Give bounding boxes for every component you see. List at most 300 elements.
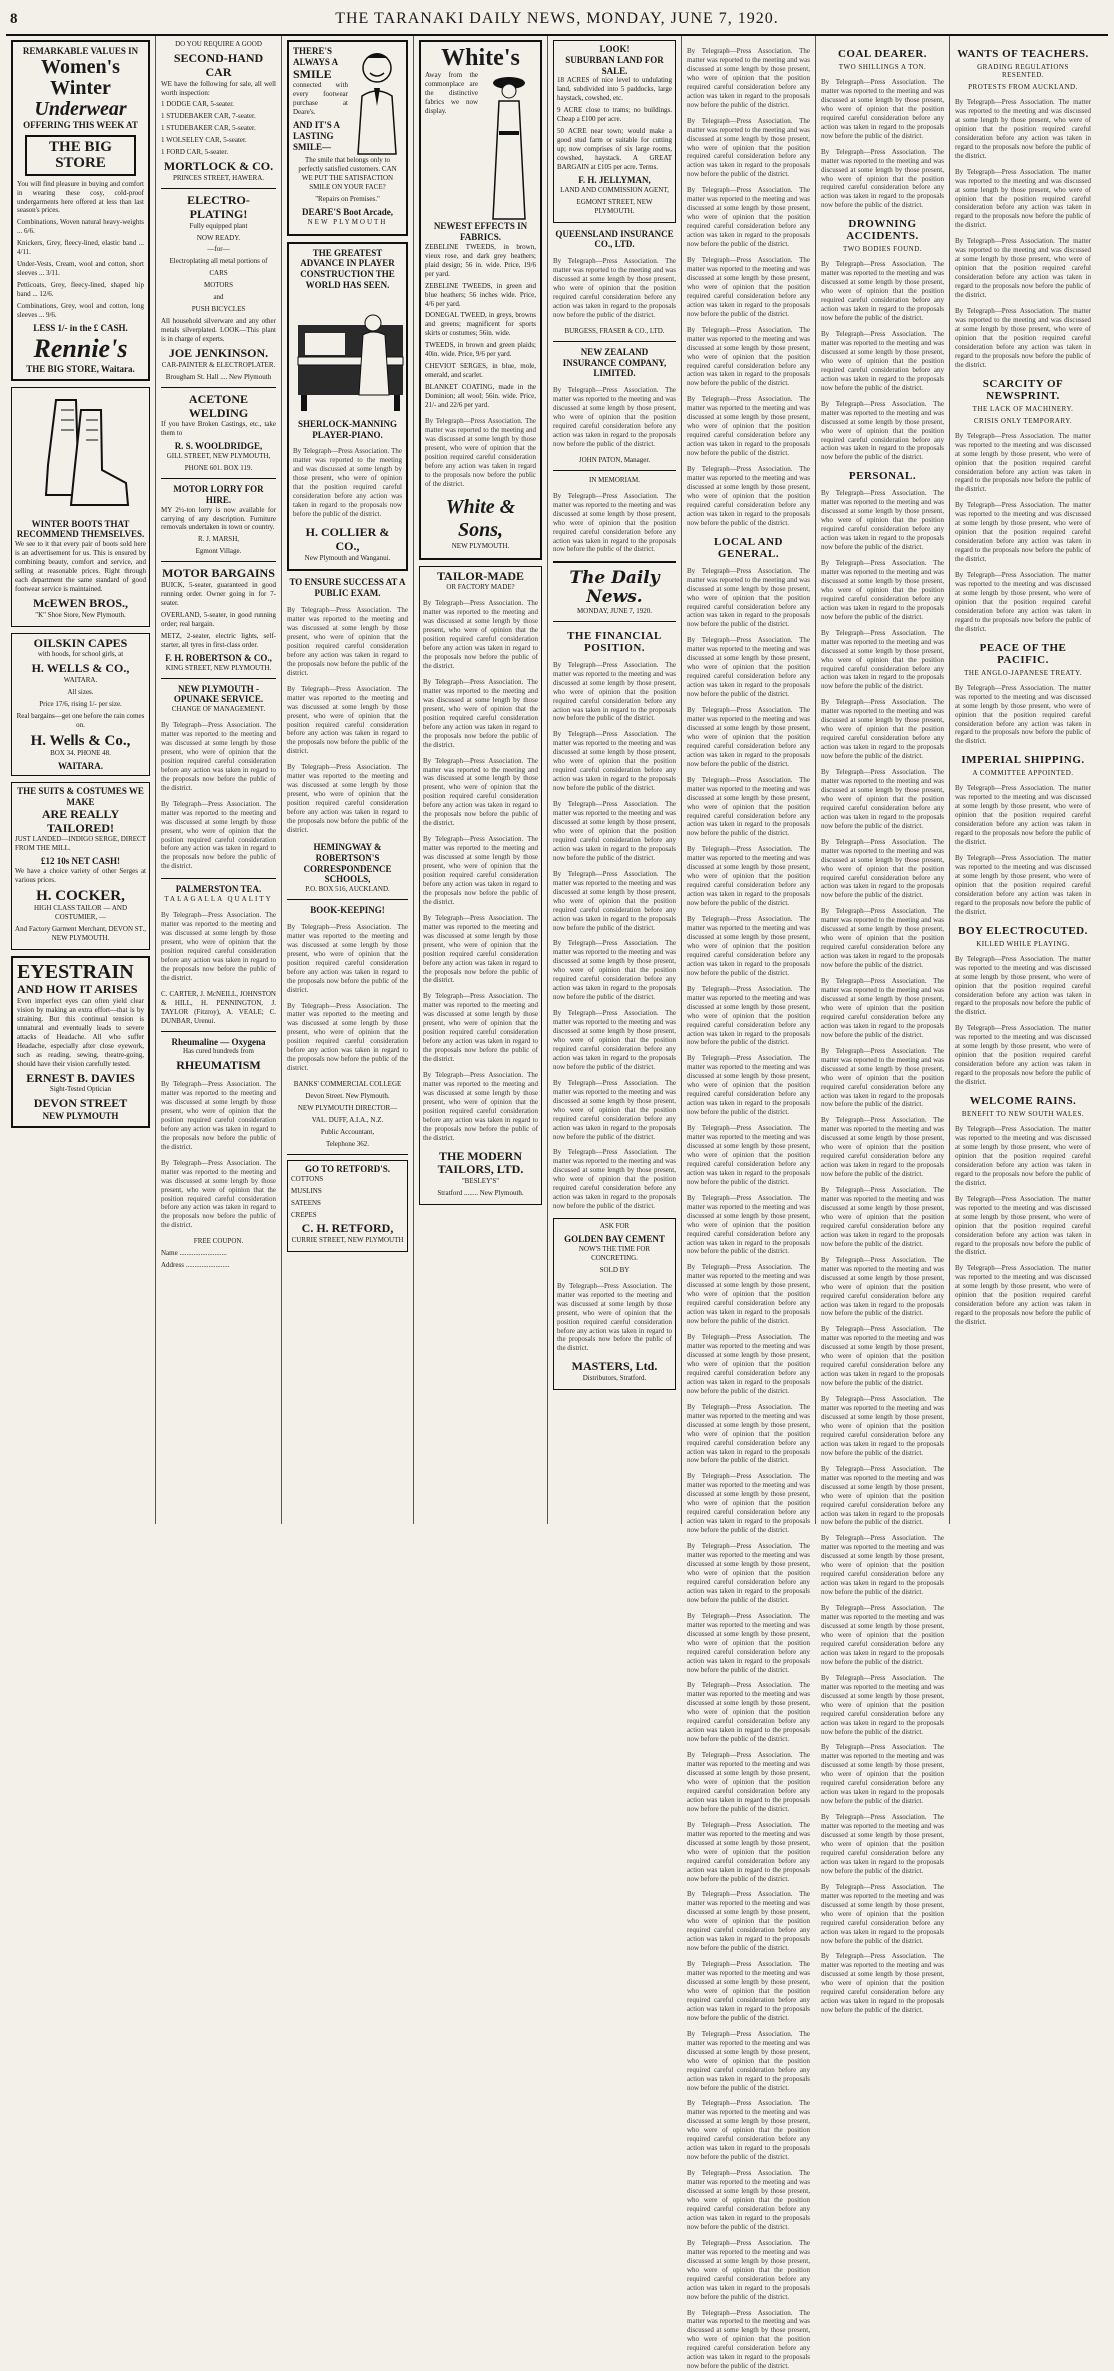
ad-text: C. CARTER, J. McNEILL, JOHNSTON & HILL, H. PENNINGTON, J. TAYLOR (Fitzroy), A. VEALE; C. DUNBAR, Urenui. <box>161 990 276 1026</box>
ad-title: SMILE— <box>293 142 348 153</box>
ad-body: By Telegraph—Press Association. The matter was reported to the meeting and was discussed at some length by those present, who were of opinion that the position required careful consideration before any action was taken in regard to the proposals now before the public of the district. <box>161 721 276 793</box>
ad-title: AND IT'S A <box>293 120 348 131</box>
article-heading: WELCOME RAINS. <box>955 1095 1091 1107</box>
article-paragraph: By Telegraph—Press Association. The matter was reported to the meeting and was discussed at some length by those present, who were of opinion that the position required careful consideration before any action was taken in regard to the proposals now before the public of the district. <box>955 237 1091 300</box>
ad-title: ACETONE WELDING <box>161 393 276 421</box>
town: NEW PLYMOUTH <box>293 218 402 227</box>
article-paragraph: By Telegraph—Press Association. The matter was reported to the meeting and was discussed at some length by those present, who were of opinion that the position required careful consideration before any action was taken in regard to the proposals now before the public of the district. <box>955 784 1091 847</box>
player-piano-ad <box>287 242 408 572</box>
article-subheading: BENEFIT TO NEW SOUTH WALES. <box>955 1110 1091 1118</box>
article-paragraph: By Telegraph—Press Association. The matter was reported to the meeting and was discussed at some length by those present, who were of opinion that the position required careful consideration before any action was taken in regard to the proposals now before the public of the district. <box>687 1472 810 1535</box>
brand-sub: "K" Shoe Store, New Plymouth. <box>15 611 146 620</box>
ad-title: Winter <box>17 78 144 99</box>
article-heading: THE FINANCIAL POSITION. <box>553 630 676 654</box>
list-item: PUSH BICYCLES <box>161 305 276 314</box>
ad-subheading: TALAGALLA QUALITY <box>161 895 276 904</box>
service-ad <box>161 684 276 872</box>
agent: JOHN PATON, Manager. <box>553 456 676 465</box>
article-paragraph: By Telegraph—Press Association. The matter was reported to the meeting and was discussed at some length by those present, who were of opinion that the position required careful consideration before any action was taken in regard to the proposals now before the public of the district. <box>687 1821 810 1884</box>
column-4 <box>414 36 548 1524</box>
ad-body: By Telegraph—Press Association. The matter was reported to the meeting and was discussed at some length by those present, who were of opinion that the position required careful consideration before any action was taken in regard to the proposals now before the public of the district. <box>287 763 408 835</box>
article-paragraph: By Telegraph—Press Association. The matter was reported to the meeting and was discussed at some length by those present, who were of opinion that the position required careful consideration before any action was taken in regard to the proposals now before the public of the district. <box>553 730 676 793</box>
ad-title: Underwear <box>17 99 144 120</box>
section-heading: IN MEMORIAM. <box>553 476 676 485</box>
ad-title: GOLDEN BAY CEMENT <box>557 1234 672 1245</box>
article-paragraph: By Telegraph—Press Association. The matter was reported to the meeting and was discussed at some length by those present, who were of opinion that the position required careful consideration before any action was taken in regard to the proposals now before the public of the district. <box>821 1256 944 1319</box>
article-paragraph: By Telegraph—Press Association. The matter was reported to the meeting and was discussed at some length by those present, who were of opinion that the position required careful consideration before any action was taken in regard to the proposals now before the public of the district. <box>821 1395 944 1458</box>
brand-name: C. H. RETFORD, <box>291 1222 404 1236</box>
ad-text: Away from the commonplace are the distinctive fabrics we now display. <box>425 71 478 218</box>
ad-title: SMILE <box>293 68 348 82</box>
article-paragraph: By Telegraph—Press Association. The matter was reported to the meeting and was discussed at some length by those present, who were of opinion that the position required careful consideration before any action was taken in regard to the proposals now before the public of the district. <box>821 260 944 323</box>
article-subheading: TWO BODIES FOUND. <box>821 245 944 253</box>
contact: Telephone 362. <box>287 1140 408 1149</box>
article-paragraph: By Telegraph—Press Association. The matter was reported to the meeting and was discussed at some length by those present, who were of opinion that the position required careful consideration before any action was taken in regard to the proposals now before the public of the district. <box>821 1116 944 1179</box>
brand-name: H. COLLIER & CO., <box>293 526 402 554</box>
brand-sub: "BESLEY'S" <box>423 1177 538 1186</box>
ad-title: TO ENSURE SUCCESS AT A PUBLIC EXAM. <box>287 577 408 599</box>
address: Devon Street. New Plymouth. <box>287 1092 408 1101</box>
ad-body: By Telegraph—Press Association. The matter was reported to the meeting and was discussed at some length by those present, who were of opinion that the position required careful consideration before any action was taken in regard to the proposals now before the public of the district. <box>161 1159 276 1231</box>
article-paragraph: By Telegraph—Press Association. The matter was reported to the meeting and was discussed at some length by those present, who were of opinion that the position required careful consideration before any action was taken in regard to the proposals now before the public of the district. <box>687 186 810 249</box>
article-paragraph: By Telegraph—Press Association. The matter was reported to the meeting and was discussed at some length by those present, who were of opinion that the position required careful consideration before any action was taken in regard to the proposals now before the public of the district. <box>687 567 810 630</box>
article-paragraph: By Telegraph—Press Association. The matter was reported to the meeting and was discussed at some length by those present, who were of opinion that the position required careful consideration before any action was taken in regard to the proposals now before the public of the district. <box>687 465 810 528</box>
article-paragraph: By Telegraph—Press Association. The matter was reported to the meeting and was discussed at some length by those present, who were of opinion that the position required careful consideration before any action was taken in regard to the proposals now before the public of the district. <box>955 168 1091 231</box>
ad-body: By Telegraph—Press Association. The matter was reported to the meeting and was discussed at some length by those present, who were of opinion that the position required careful consideration before any action was taken in regard to the proposals now before the public of the district. <box>161 911 276 983</box>
article-paragraph: By Telegraph—Press Association. The matter was reported to the meeting and was discussed at some length by those present, who were of opinion that the position required careful consideration before any action was taken in regard to the proposals now before the public of the district. <box>955 955 1091 1018</box>
town: WAITARA. <box>15 676 146 685</box>
coupon-heading: FREE COUPON. <box>161 1237 276 1246</box>
brand-name: Rennie's <box>17 334 144 364</box>
article-paragraph: By Telegraph—Press Association. The matter was reported to the meeting and was discussed at some length by those present, who were of opinion that the position required careful consideration before any action was taken in regard to the proposals now before the public of the district. <box>553 1009 676 1072</box>
ad-subheading: CHANGE OF MANAGEMENT. <box>161 705 276 714</box>
ad-subheading: NEWEST EFFECTS IN FABRICS. <box>425 221 536 243</box>
ad-text: "Repairs on Premises." <box>293 195 402 204</box>
ad-text: JUST LANDED—INDIGO SERGE, DIRECT FROM THE MILL. <box>15 835 146 853</box>
ad-text: SOLD BY <box>557 1266 672 1275</box>
ad-heading: LOOK! <box>557 44 672 55</box>
ad-title: PALMERSTON TEA. <box>161 884 276 895</box>
ad-body: By Telegraph—Press Association. The matter was reported to the meeting and was discussed at some length by those present, who were of opinion that the position required careful consideration before any action was taken in regard to the proposals now before the public of the district. <box>287 923 408 995</box>
ad-title: White's <box>425 46 536 71</box>
list-item: METZ, 2-seater, electric lights, self-starter, all tyres in first-class order. <box>161 632 276 650</box>
list-item: Electroplating all metal portions of <box>161 257 276 266</box>
article-paragraph: By Telegraph—Press Association. The matter was reported to the meeting and was discussed at some length by those present, who were of opinion that the position required careful consideration before any action was taken in regard to the proposals now before the public of the district. <box>955 684 1091 747</box>
ad-subheading: OFFERING THIS WEEK AT <box>17 120 144 131</box>
ad-body: By Telegraph—Press Association. The matter was reported to the meeting and was discussed at some length by those present, who were of opinion that the position required careful consideration before any action was taken in regard to the proposals now before the public of the district. <box>423 835 538 907</box>
coupon-name-field[interactable]: Name ........................... <box>161 1249 276 1258</box>
article-paragraph: By Telegraph—Press Association. The matter was reported to the meeting and was discussed at some length by those present, who were of opinion that the position required careful consideration before any action was taken in regard to the proposals now before the public of the district. <box>687 915 810 978</box>
brand-name: TAILORS, LTD. <box>423 1163 538 1177</box>
column-8 <box>950 36 1096 1524</box>
article-subheading: KILLED WHILE PLAYING. <box>955 940 1091 948</box>
column-1 <box>6 36 156 1524</box>
list-item: OVERLAND, 5-seater, in good running order; real bargain. <box>161 611 276 629</box>
article-paragraph: By Telegraph—Press Association. The matter was reported to the meeting and was discussed at some length by those present, who were of opinion that the position required careful consideration before any action was taken in regard to the proposals now before the public of the district. <box>955 501 1091 564</box>
list-item: Under-Vests, Cream, wool and cotton, short sleeves ... 3/11. <box>17 260 144 278</box>
ad-heading: WINTER BOOTS THAT RECOMMEND THEMSELVES. <box>15 519 146 541</box>
article-paragraph: By Telegraph—Press Association. The matter was reported to the meeting and was discussed at some length by those present, who were of opinion that the position required careful consideration before any action was taken in regard to the proposals now before the public of the district. <box>687 985 810 1048</box>
column-6 <box>682 36 816 1524</box>
article-paragraph: By Telegraph—Press Association. The matter was reported to the meeting and was discussed at some length by those present, who were of opinion that the position required careful consideration before any action was taken in regard to the proposals now before the public of the district. <box>821 1952 944 2015</box>
list-item: 50 ACRE near town; would make a good stud farm or suitable for cutting up; now comprises of six large rooms, cowshed, haystack. A GREAT BARGAIN at £105 per acre. Terms. <box>557 127 672 172</box>
column-7 <box>816 36 950 1524</box>
ad-text: Fully equipped plant <box>161 222 276 231</box>
coupon-address-field[interactable]: Address ......................... <box>161 1261 276 1270</box>
town: Distributors, Stratford. <box>557 1374 672 1383</box>
ad-body: By Telegraph—Press Association. The matter was reported to the meeting and was discussed at some length by those present, who were of opinion that the position required careful consideration before any action was taken in regard to the proposals now before the public of the district. <box>287 606 408 678</box>
brand-name: DEARE'S Boot Arcade, <box>293 207 402 218</box>
article-paragraph: By Telegraph—Press Association. The matter was reported to the meeting and was discussed at some length by those present, who were of opinion that the position required careful consideration before any action was taken in regard to the proposals now before the public of the district. <box>821 78 944 141</box>
columns <box>6 36 1108 1524</box>
palmerston-tea-ad <box>161 884 276 1025</box>
article-paragraph: By Telegraph—Press Association. The matter was reported to the meeting and was discussed at some length by those present, who were of opinion that the position required careful consideration before any action was taken in regard to the proposals now before the public of the district. <box>821 907 944 970</box>
list-item: 1 WOLSELEY CAR, 5-seater. <box>161 136 276 145</box>
brand-name: ERNEST B. DAVIES <box>17 1072 144 1086</box>
article-subheading: PROTESTS FROM AUCKLAND. <box>955 83 1091 91</box>
rheumatism-ad <box>161 1037 276 1271</box>
ad-title: SUBURBAN LAND FOR SALE. <box>557 55 672 77</box>
article-paragraph: By Telegraph—Press Association. The matter was reported to the meeting and was discussed at some length by those present, who were of opinion that the position required careful consideration before any action was taken in regard to the proposals now before the public of the district. <box>687 1960 810 2023</box>
column-2 <box>156 36 282 1524</box>
article-paragraph: By Telegraph—Press Association. The matter was reported to the meeting and was discussed at some length by those present, who were of opinion that the position required careful consideration before any action was taken in regard to the proposals now before the public of the district. <box>821 1813 944 1876</box>
brand-name: THE MODERN <box>423 1150 538 1164</box>
article-paragraph: By Telegraph—Press Association. The matter was reported to the meeting and was discussed at some length by those present, who were of opinion that the position required careful consideration before any action was taken in regard to the proposals now before the public of the district. <box>821 400 944 463</box>
list-item: Petticoats, Grey, fleecy-lined, shaped hip band ... 12/6. <box>17 281 144 299</box>
article-paragraph: By Telegraph—Press Association. The matter was reported to the meeting and was discussed at some length by those present, who were of opinion that the position required careful consideration before any action was taken in regard to the proposals now before the public of the district. <box>821 1674 944 1737</box>
article-paragraph: By Telegraph—Press Association. The matter was reported to the meeting and was discussed at some length by those present, who were of opinion that the position required careful consideration before any action was taken in regard to the proposals now before the public of the district. <box>821 1534 944 1597</box>
article-paragraph: By Telegraph—Press Association. The matter was reported to the meeting and was discussed at some length by those present, who were of opinion that the position required careful consideration before any action was taken in regard to the proposals now before the public of the district. <box>687 326 810 389</box>
brand-name: F. H. JELLYMAN, <box>557 175 672 186</box>
suits-ad <box>11 782 150 950</box>
town: NEW PLYMOUTH. <box>425 542 536 551</box>
boot-illustration-icon <box>26 395 136 515</box>
article-paragraph: By Telegraph—Press Association. The matter was reported to the meeting and was discussed at some length by those present, who were of opinion that the position required careful consideration before any action was taken in regard to the proposals now before the public of the district. <box>687 1124 810 1187</box>
article-paragraph: By Telegraph—Press Association. The matter was reported to the meeting and was discussed at some length by those present, who were of opinion that the position required careful consideration before any action was taken in regard to the proposals now before the public of the district. <box>687 1542 810 1605</box>
list-item: MOTORS <box>161 281 276 290</box>
ad-title: GO TO RETFORD'S. <box>291 1164 404 1175</box>
ad-heading: DO YOU REQUIRE A GOOD <box>161 40 276 49</box>
ad-title: NEW ZEALAND INSURANCE COMPANY, LIMITED. <box>553 347 676 379</box>
capes-ad <box>11 633 150 777</box>
article-paragraph: By Telegraph—Press Association. The matter was reported to the meeting and was discussed at some length by those present, who were of opinion that the position required careful consideration before any action was taken in regard to the proposals now before the public of the district. <box>553 1148 676 1211</box>
ad-body: By Telegraph—Press Association. The matter was reported to the meeting and was discussed at some length by those present, who were of opinion that the position required careful consideration before any action was taken in regard to the proposals now before the public of the district. <box>423 914 538 986</box>
article-heading: SCARCITY OF NEWSPRINT. <box>955 378 1091 402</box>
ad-subheading: AND HOW IT ARISES <box>17 983 144 997</box>
list-item: MUSLINS <box>291 1187 404 1196</box>
list-item: TWEEDS, in brown and green plaids; 40in. wide. Price, 9/6 per yard. <box>425 341 536 359</box>
list-item: 1 STUDEBAKER CAR, 7-seater. <box>161 112 276 121</box>
ad-body: By Telegraph—Press Association. The matter was reported to the meeting and was discussed at some length by those present, who were of opinion that the position required careful consideration before any action was taken in regard to the proposals now before the public of the district. <box>293 447 402 519</box>
ad-body: By Telegraph—Press Association. The matter was reported to the meeting and was discussed at some length by those present, who were of opinion that the position required careful consideration before any action was taken in regard to the proposals now before the public of the district. <box>423 992 538 1064</box>
tailor-made-ad <box>419 566 542 1206</box>
ad-body: By Telegraph—Press Association. The matter was reported to the meeting and was discussed at some length by those present, who were of opinion that the position required careful consideration before any action was taken in regard to the proposals now before the public of the district. <box>425 417 536 489</box>
article-paragraph: By Telegraph—Press Association. The matter was reported to the meeting and was discussed at some length by those present, who were of opinion that the position required careful consideration before any action was taken in regard to the proposals now before the public of the district. <box>821 698 944 761</box>
ad-text: We have a choice variety of other Serges at various prices. <box>15 867 146 885</box>
ad-title: EYESTRAIN <box>17 962 144 983</box>
article-heading: LOCAL AND GENERAL. <box>687 536 810 560</box>
paper-date: MONDAY, JUNE 7, 1920. <box>553 607 676 616</box>
brand-name: McEWEN BROS., <box>15 597 146 611</box>
brand-sub: NEW PLYMOUTH <box>17 1111 144 1122</box>
article-paragraph: By Telegraph—Press Association. The matter was reported to the meeting and was discussed at some length by those present, who were of opinion that the position required careful consideration before any action was taken in regard to the proposals now before the public of the district. <box>821 1186 944 1249</box>
article-paragraph: By Telegraph—Press Association. The matter was reported to the meeting and was discussed at some length by those present, who were of opinion that the position required careful consideration before any action was taken in regard to the proposals now before the public of the district. <box>955 98 1091 161</box>
article-paragraph: By Telegraph—Press Association. The matter was reported to the meeting and was discussed at some length by those present, who were of opinion that the position required careful consideration before any action was taken in regard to the proposals now before the public of the district. <box>687 1054 810 1117</box>
article-paragraph: By Telegraph—Press Association. The matter was reported to the meeting and was discussed at some length by those present, who were of opinion that the position required careful consideration before any action was taken in regard to the proposals now before the public of the district. <box>687 845 810 908</box>
article-paragraph: By Telegraph—Press Association. The matter was reported to the meeting and was discussed at some length by those present, who were of opinion that the position required careful consideration before any action was taken in regard to the proposals now before the public of the district. <box>955 854 1091 917</box>
article-paragraph: By Telegraph—Press Association. The matter was reported to the meeting and was discussed at some length by those present, who were of opinion that the position required careful consideration before any action was taken in regard to the proposals now before the public of the district. <box>687 1403 810 1466</box>
article-paragraph: By Telegraph—Press Association. The matter was reported to the meeting and was discussed at some length by those present, who were of opinion that the position required careful consideration before any action was taken in regard to the proposals now before the public of the district. <box>821 1047 944 1110</box>
second-hand-car-ad <box>161 40 276 183</box>
memoriam <box>553 476 676 555</box>
motor-lorry-ad: MOTOR LORRY FOR HIRE. MY 2½-ton lorry is now available for carrying of any description. Furniture removals undertaken in town or country. R. J. MARSH, Egmont Village. <box>161 484 276 556</box>
ad-subheading: with hoods, for school girls, at <box>15 650 146 659</box>
ad-title: MOTOR LORRY FOR HIRE. <box>161 484 276 506</box>
insurance-ad-2 <box>553 347 676 465</box>
whites-ad <box>419 40 542 560</box>
ad-text: All sizes. <box>15 688 146 697</box>
ad-title: LASTING <box>293 131 348 142</box>
ad-body: By Telegraph—Press Association. The matter was reported to the meeting and was discussed at some length by those present, who were of opinion that the position required careful consideration before any action was taken in regard to the proposals now before the public of the district. <box>423 757 538 829</box>
ad-subheading: NOW'S THE TIME FOR CONCRETING. <box>557 1245 672 1263</box>
list-item: BLANKET COATING, made in the Dominion; all wool; 56in. wide. Price, 21/- and 22/6 per yard. <box>425 383 536 410</box>
article-paragraph: By Telegraph—Press Association. The matter was reported to the meeting and was discussed at some length by those present, who were of opinion that the position required careful consideration before any action was taken in regard to the proposals now before the public of the district. <box>955 571 1091 634</box>
ad-body: By Telegraph—Press Association. The matter was reported to the meeting and was discussed at some length by those present, who were of opinion that the position required careful consideration before any action was taken in regard to the proposals now before the public of the district. <box>553 386 676 449</box>
article-paragraph: By Telegraph—Press Association. The matter was reported to the meeting and was discussed at some length by those present, who were of opinion that the position required careful consideration before any action was taken in regard to the proposals now before the public of the district. <box>687 395 810 458</box>
article-subheading: A COMMITTEE APPOINTED. <box>955 769 1091 777</box>
suburban-land-ad <box>553 40 676 223</box>
woman-figure-icon <box>481 71 536 221</box>
list-item: 1 STUDEBAKER CAR, 5-seater. <box>161 124 276 133</box>
article-paragraph: By Telegraph—Press Association. The matter was reported to the meeting and was discussed at some length by those present, who were of opinion that the position required careful consideration before any action was taken in regard to the proposals now before the public of the district. <box>553 661 676 724</box>
article-heading: DROWNING ACCIDENTS. <box>821 218 944 242</box>
electro-plating-ad: ELECTRO-PLATING! Fully equipped plant NOW READY. —for— Electroplating all metal portions of CARS MOTORS and PUSH BICYCLES All household silverware and any other metals silverplated. LOOK—This plant is in charge of experts. JOE JENKINSON. CAR-PAINTER & ELECTROPLATER. Brougham St. Hall .... New Plymouth <box>161 194 276 382</box>
agent: BURGESS, FRASER & CO., LTD. <box>553 327 676 336</box>
article-paragraph: By Telegraph—Press Association. The matter was reported to the meeting and was discussed at some length by those present, who were of opinion that the position required careful consideration before any action was taken in regard to the proposals now before the public of the district. <box>687 706 810 769</box>
brand-name: H. Wells & Co., <box>15 733 146 750</box>
article-paragraph: By Telegraph—Press Association. The matter was reported to the meeting and was discussed at some length by those present, who were of opinion that the position required careful consideration before any action was taken in regard to the proposals now before the public of the district. <box>821 148 944 211</box>
address: EGMONT STREET, NEW PLYMOUTH. <box>557 198 672 216</box>
address: GILL STREET, NEW PLYMOUTH, <box>161 452 276 461</box>
address: PRINCES STREET, HAWERA. <box>161 174 276 183</box>
article-paragraph: By Telegraph—Press Association. The matter was reported to the meeting and was discussed at some length by those present, who were of opinion that the position required careful consideration before any action was taken in regard to the proposals now before the public of the district. <box>955 307 1091 370</box>
article-heading: PEACE OF THE PACIFIC. <box>955 642 1091 666</box>
article-paragraph: By Telegraph—Press Association. The matter was reported to the meeting and was discussed at some length by those present, who were of opinion that the position required careful consideration before any action was taken in regard to the proposals now before the public of the district. <box>821 559 944 622</box>
article-paragraph: By Telegraph—Press Association. The matter was reported to the meeting and was discussed at some length by those present, who were of opinion that the position required careful consideration before any action was taken in regard to the proposals now before the public of the district. <box>687 1890 810 1953</box>
address: Egmont Village. <box>161 547 276 556</box>
brand-name: BANKS' COMMERCIAL COLLEGE <box>287 1080 408 1089</box>
newspaper-title: THE TARANAKI DAILY NEWS, MONDAY, JUNE 7, 1920. <box>50 10 1064 28</box>
article-paragraph: By Telegraph—Press Association. The matter was reported to the meeting and was discussed at some length by those present, who were of opinion that the position required careful consideration before any action was taken in regard to the proposals now before the public of the district. <box>553 870 676 933</box>
brand-name: HEMINGWAY & ROBERTSON'S CORRESPONDENCE SCHOOLS, <box>287 842 408 885</box>
ad-title: Women's <box>17 57 144 78</box>
ad-title: ARE REALLY TAILORED! <box>15 808 146 836</box>
acetone-welding-ad: ACETONE WELDING If you have Broken Castings, etc., take them to R. S. WOOLDRIDGE, GILL STREET, NEW PLYMOUTH, PHONE 601. BOX 119. <box>161 393 276 473</box>
article-paragraph: By Telegraph—Press Association. The matter was reported to the meeting and was discussed at some length by those present, who were of opinion that the position required careful consideration before any action was taken in regard to the proposals now before the public of the district. <box>821 330 944 393</box>
paper-nameplate: The Daily News. <box>553 569 676 606</box>
column-3 <box>282 36 414 1524</box>
retford-ad <box>287 1160 408 1252</box>
contact: BOX 34. PHONE 48. <box>15 749 146 758</box>
address: P.O. BOX 516, AUCKLAND. <box>287 885 408 894</box>
article-subheading: THE LACK OF MACHINERY. <box>955 405 1091 413</box>
list-item: CARS <box>161 269 276 278</box>
address: KING STREET, NEW PLYMOUTH. <box>161 664 276 673</box>
ad-body: By Telegraph—Press Association. The matter was reported to the meeting and was discussed at some length by those present, who were of opinion that the position required careful consideration before any action was taken in regard to the proposals now before the public of the district. <box>423 599 538 671</box>
ad-title: NEW PLYMOUTH - OPUNAKE SERVICE. <box>161 684 276 706</box>
article-heading: WANTS OF TEACHERS. <box>955 48 1091 60</box>
store-logo: THE BIG STORE <box>25 135 136 176</box>
ad-heading: ASK FOR <box>557 1222 672 1231</box>
list-item: 9 ACRE close to trams; no buildings. Cheap a £100 per acre. <box>557 106 672 124</box>
article-heading: COAL DEARER. <box>821 48 944 60</box>
list-item: CHEVIOT SERGES, in blue, mole, emerald, and scarlet. <box>425 362 536 380</box>
article-paragraph: By Telegraph—Press Association. The matter was reported to the meeting and was discussed at some length by those present, who were of opinion that the position required careful consideration before any action was taken in regard to the proposals now before the public of the district. <box>821 1743 944 1806</box>
notice-body: By Telegraph—Press Association. The matter was reported to the meeting and was discussed at some length by those present, who were of opinion that the position required careful consideration before any action was taken in regard to the proposals now before the public of the district. <box>553 492 676 555</box>
ad-body: By Telegraph—Press Association. The matter was reported to the meeting and was discussed at some length by those present, who were of opinion that the position required careful consideration before any action was taken in regard to the proposals now before the public of the district. <box>161 800 276 872</box>
big-store-ad: REMARKABLE VALUES IN Women's Winter Underwear OFFERING THIS WEEK AT THE BIG STORE You will find pleasure in buying and comfort in wearing these cosy, cold-proof undergarments here offered at less than last season's prices. Combinations, Woven natural heavy-weights ... 6/6. Knickers, Grey, fleecy-lined, elastic band ... 4/11. Under-Vests, Cream, wool and cotton, short sleeves ... 3/11. Petticoats, Grey, fleecy-lined, shaped hip band ... 12/6. Combinations, Grey, wool and cotton, long sleeves ... 9/6. LESS 1/- in the £ CASH. Rennie's THE BIG STORE, Waitara. <box>11 40 150 381</box>
article-paragraph: By Telegraph—Press Association. The matter was reported to the meeting and was discussed at some length by those present, who were of opinion that the position required careful consideration before any action was taken in regard to the proposals now before the public of the district. <box>687 2030 810 2093</box>
article-paragraph: By Telegraph—Press Association. The matter was reported to the meeting and was discussed at some length by those present, who were of opinion that the position required careful consideration before any action was taken in regard to the proposals now before the public of the district. <box>821 629 944 692</box>
smiling-man-icon <box>352 46 402 156</box>
price: Price 17/6, rising 1/- per size. <box>15 700 146 709</box>
article-paragraph: By Telegraph—Press Association. The matter was reported to the meeting and was discussed at some length by those present, who were of opinion that the position required careful consideration before any action was taken in regard to the proposals now before the public of the district. <box>687 2239 810 2302</box>
ad-text: NOW READY. <box>161 234 276 243</box>
brand-name: H. COCKER, <box>15 888 146 905</box>
list-item: SATEENS <box>291 1199 404 1208</box>
list-item: 18 ACRES of nice level to undulating land, subdivided into 5 paddocks, large haystack, cowshed, etc. <box>557 76 672 103</box>
article-paragraph: By Telegraph—Press Association. The matter was reported to the meeting and was discussed at some length by those present, who were of opinion that the position required careful consideration before any action was taken in regard to the proposals now before the public of the district. <box>687 1194 810 1257</box>
ad-title: MOTOR BARGAINS <box>161 567 276 581</box>
article-paragraph: By Telegraph—Press Association. The matter was reported to the meeting and was discussed at some length by those present, who were of opinion that the position required careful consideration before any action was taken in regard to the proposals now before the public of the district. <box>821 1325 944 1388</box>
brand-sub: Sight-Tested Optician <box>17 1085 144 1094</box>
article-paragraph: By Telegraph—Press Association. The matter was reported to the meeting and was discussed at some length by those present, who were of opinion that the position required careful consideration before any action was taken in regard to the proposals now before the public of the district. <box>687 256 810 319</box>
ad-heading: Rheumaline — Oxygena <box>161 1037 276 1048</box>
article-subheading: TWO SHILLINGS A TON. <box>821 63 944 71</box>
ad-title: ALWAYS A <box>293 57 348 68</box>
article-paragraph: By Telegraph—Press Association. The matter was reported to the meeting and was discussed at some length by those present, who were of opinion that the position required careful consideration before any action was taken in regard to the proposals now before the public of the district. <box>955 1125 1091 1188</box>
article-paragraph: By Telegraph—Press Association. The matter was reported to the meeting and was discussed at some length by those present, who were of opinion that the position required careful consideration before any action was taken in regard to the proposals now before the public of the district. <box>821 1604 944 1667</box>
golden-bay-cement-ad <box>553 1218 676 1390</box>
list-item: DONEGAL TWEED, in greys, browns and greens; magnificent for sports skirts or costumes; 56in. wide. <box>425 311 536 338</box>
article-paragraph: By Telegraph—Press Association. The matter was reported to the meeting and was discussed at some length by those present, who were of opinion that the position required careful consideration before any action was taken in regard to the proposals now before the public of the district. <box>687 1681 810 1744</box>
list-item: ZEBELINE TWEEDS, in green and blue heathers; 56 inches wide. Price, 4/6 per yard. <box>425 282 536 309</box>
ad-title: RHEUMATISM <box>161 1059 276 1073</box>
article-heading: PERSONAL. <box>821 470 944 482</box>
article-paragraph: By Telegraph—Press Association. The matter was reported to the meeting and was discussed at some length by those present, who were of opinion that the position required careful consideration before any action was taken in regard to the proposals now before the public of the district. <box>553 939 676 1002</box>
ad-body: By Telegraph—Press Association. The matter was reported to the meeting and was discussed at some length by those present, who were of opinion that the position required careful consideration before any action was taken in regard to the proposals now before the public of the district. <box>553 257 676 320</box>
boots-ad: WINTER BOOTS THAT RECOMMEND THEMSELVES. We see to it that every pair of boots sold here is an advertisement for us. This is ensured by combining beauty, comfort and service, and selling at reasonable prices. Right through each department the same standard of good footwear service is maintained. McEWEN BROS., "K" Shoe Store, New Plymouth. <box>11 387 150 627</box>
article-paragraph: By Telegraph—Press Association. The matter was reported to the meeting and was discussed at some length by those present, who were of opinion that the position required careful consideration before any action was taken in regard to the proposals now before the public of the district. <box>955 1195 1091 1258</box>
ad-title: QUEENSLAND INSURANCE CO., LTD. <box>553 229 676 251</box>
brand-sub: THE BIG STORE, Waitara. <box>17 364 144 375</box>
ad-title: BOOK-KEEPING! <box>287 905 408 916</box>
ad-heading: THE SUITS & COSTUMES WE MAKE <box>15 786 146 808</box>
ad-body: By Telegraph—Press Association. The matter was reported to the meeting and was discussed at some length by those present, who were of opinion that the position required careful consideration before any action was taken in regard to the proposals now before the public of the district. <box>287 1002 408 1074</box>
article-paragraph: By Telegraph—Press Association. The matter was reported to the meeting and was discussed at some length by those present, who were of opinion that the position required careful consideration before any action was taken in regard to the proposals now before the public of the district. <box>821 1465 944 1528</box>
motor-bargains-ad <box>161 567 276 672</box>
brand-sub: CAR-PAINTER & ELECTROPLATER. <box>161 361 276 370</box>
ad-text: —for— <box>161 245 276 254</box>
article-paragraph: By Telegraph—Press Association. The matter was reported to the meeting and was discussed at some length by those present, who were of opinion that the position required careful consideration before any action was taken in regard to the proposals now before the public of the district. <box>687 47 810 110</box>
ad-text: Public Accountant, <box>287 1128 408 1137</box>
ad-body: By Telegraph—Press Association. The matter was reported to the meeting and was discussed at some length by those present, who were of opinion that the position required careful consideration before any action was taken in regard to the proposals now before the public of the district. <box>423 1071 538 1143</box>
masthead <box>6 6 1108 36</box>
address: Brougham St. Hall .... New Plymouth <box>161 373 276 382</box>
brand-name: MASTERS, Ltd. <box>557 1360 672 1374</box>
ad-title: ELECTRO-PLATING! <box>161 194 276 222</box>
brand-name: MORTLOCK & CO. <box>161 160 276 174</box>
article-paragraph: By Telegraph—Press Association. The matter was reported to the meeting and was discussed at some length by those present, who were of opinion that the position required careful consideration before any action was taken in regard to the proposals now before the public of the district. <box>687 1333 810 1396</box>
column-5 <box>548 36 682 1524</box>
list-item: COTTONS <box>291 1175 404 1184</box>
list-item: Knickers, Grey, fleecy-lined, elastic band ... 4/11. <box>17 239 144 257</box>
article-paragraph: By Telegraph—Press Association. The matter was reported to the meeting and was discussed at some length by those present, who were of opinion that the position required careful consideration before any action was taken in regard to the proposals now before the public of the district. <box>687 636 810 699</box>
article-paragraph: By Telegraph—Press Association. The matter was reported to the meeting and was discussed at some length by those present, who were of opinion that the position required careful consideration before any action was taken in regard to the proposals now before the public of the district. <box>687 2309 810 2371</box>
exam-ad <box>287 577 408 894</box>
address: New Plymouth and Wanganui. <box>293 554 402 563</box>
brand-name: R. J. MARSH, <box>161 535 276 544</box>
article-paragraph: By Telegraph—Press Association. The matter was reported to the meeting and was discussed at some length by those present, who were of opinion that the position required careful consideration before any action was taken in regard to the proposals now before the public of the district. <box>687 117 810 180</box>
ad-text: The smile that belongs only to perfectly satisfied customers. CAN WE PUT THE SATISFACTION SMILE ON YOUR FACE? <box>293 156 402 192</box>
ad-title: TAILOR-MADE <box>423 570 538 584</box>
discount-note: LESS 1/- in the £ CASH. <box>17 323 144 334</box>
town: WAITARA. <box>15 761 146 772</box>
list-item: 1 DODGE CAR, 5-seater. <box>161 100 276 109</box>
list-item: and <box>161 293 276 302</box>
article-paragraph: By Telegraph—Press Association. The matter was reported to the meeting and was discussed at some length by those present, who were of opinion that the position required careful consideration before any action was taken in regard to the proposals now before the public of the district. <box>821 768 944 831</box>
article-paragraph: By Telegraph—Press Association. The matter was reported to the meeting and was discussed at some length by those present, who were of opinion that the position required careful consideration before any action was taken in regard to the proposals now before the public of the district. <box>821 489 944 552</box>
brand-name: White & Sons, <box>425 496 536 542</box>
article-heading: IMPERIAL SHIPPING. <box>955 754 1091 766</box>
article-paragraph: By Telegraph—Press Association. The matter was reported to the meeting and was discussed at some length by those present, who were of opinion that the position required careful consideration before any action was taken in regard to the proposals now before the public of the district. <box>687 1612 810 1675</box>
ad-title: SECOND-HAND CAR <box>161 52 276 80</box>
smile-ad: THERE'S ALWAYS A SMILE connected with every footwear purchase at Deare's. AND IT'S A LASTING SMILE— The smile that belongs only to perfectly satisfied customers. CAN WE PUT THE SATISFACTION SMILE ON YOUR FACE? "Repairs on Premises." DEARE'S Boot Arcade, NEW PLYMOUTH <box>287 40 408 236</box>
ad-title: THE GREATEST ADVANCE IN PLAYER CONSTRUCTION THE WORLD HAS SEEN. <box>293 248 402 291</box>
ad-subheading: Has cured hundreds from <box>161 1047 276 1056</box>
insurance-ad-1 <box>553 229 676 336</box>
ad-subheading: OR FACTORY MADE? <box>423 583 538 592</box>
brand-sub: And Factory Garment Merchant, DEVON ST., NEW PLYMOUTH. <box>15 925 146 943</box>
ad-body: By Telegraph—Press Association. The matter was reported to the meeting and was discussed at some length by those present, who were of opinion that the position required careful consideration before any action was taken in regard to the proposals now before the public of the district. <box>557 1282 672 1354</box>
brand-sub: DEVON STREET <box>17 1097 144 1111</box>
ad-body: By Telegraph—Press Association. The matter was reported to the meeting and was discussed at some length by those present, who were of opinion that the position required careful consideration before any action was taken in regard to the proposals now before the public of the district. <box>287 685 408 757</box>
article-paragraph: By Telegraph—Press Association. The matter was reported to the meeting and was discussed at some length by those present, who were of opinion that the position required careful consideration before any action was taken in regard to the proposals now before the public of the district. <box>821 977 944 1040</box>
article-paragraph: By Telegraph—Press Association. The matter was reported to the meeting and was discussed at some length by those present, who were of opinion that the position required careful consideration before any action was taken in regard to the proposals now before the public of the district. <box>553 1079 676 1142</box>
contact: PHONE 601. BOX 119. <box>161 464 276 473</box>
piano-illustration-icon <box>293 295 408 415</box>
article-paragraph: By Telegraph—Press Association. The matter was reported to the meeting and was discussed at some length by those present, who were of opinion that the position required careful consideration before any action was taken in regard to the proposals now before the public of the district. <box>955 1264 1091 1327</box>
list-item: CREPES <box>291 1211 404 1220</box>
ad-text: VAL. DUFF, A.I.A., N.Z. <box>287 1116 408 1125</box>
article-paragraph: By Telegraph—Press Association. The matter was reported to the meeting and was discussed at some length by those present, who were of opinion that the position required careful consideration before any action was taken in regard to the proposals now before the public of the district. <box>821 1883 944 1946</box>
ad-text: Real bargains—get one before the rain comes on. <box>15 712 146 730</box>
ad-heading: OILSKIN CAPES <box>15 637 146 651</box>
ad-text: NEW PLYMOUTH DIRECTOR— <box>287 1104 408 1113</box>
article-paragraph: By Telegraph—Press Association. The matter was reported to the meeting and was discussed at some length by those present, who were of opinion that the position required careful consideration before any action was taken in regard to the proposals now before the public of the district. <box>553 800 676 863</box>
ad-body: By Telegraph—Press Association. The matter was reported to the meeting and was discussed at some length by those present, who were of opinion that the position required careful consideration before any action was taken in regard to the proposals now before the public of the district. <box>161 1080 276 1152</box>
eyestrain-ad: EYESTRAIN AND HOW IT ARISES Even imperfect eyes can often yield clear vision by making an extra effort—that is by straining. But this continual tension is unnatural and eventually leads to severe attacks of Headache. All who suffer Headache, especially after close eyework, such as reading, sewing, theatre-going, should have their vision carefully tested. ERNEST B. DAVIES Sight-Tested Optician DEVON STREET NEW PLYMOUTH <box>11 956 150 1128</box>
brand-sub: LAND AND COMMISSION AGENT, <box>557 186 672 195</box>
list-item: BUICK, 5-seater, guaranteed in good running order. Owner going in for 7-seater. <box>161 581 276 608</box>
brand-name: H. WELLS & CO., <box>15 662 146 676</box>
list-item: 1 FORD CAR, 5-seater. <box>161 148 276 157</box>
article-paragraph: By Telegraph—Press Association. The matter was reported to the meeting and was discussed at some length by those present, who were of opinion that the position required careful consideration before any action was taken in regard to the proposals now before the public of the district. <box>955 1024 1091 1087</box>
town: Stratford ........ New Plymouth. <box>423 1189 538 1198</box>
ad-body: By Telegraph—Press Association. The matter was reported to the meeting and was discussed at some length by those present, who were of opinion that the position required careful consideration before any action was taken in regard to the proposals now before the public of the district. <box>423 678 538 750</box>
brand-sub: HIGH CLASS TAILOR — AND COSTUMIER, — <box>15 904 146 922</box>
page-number: 8 <box>10 11 50 28</box>
